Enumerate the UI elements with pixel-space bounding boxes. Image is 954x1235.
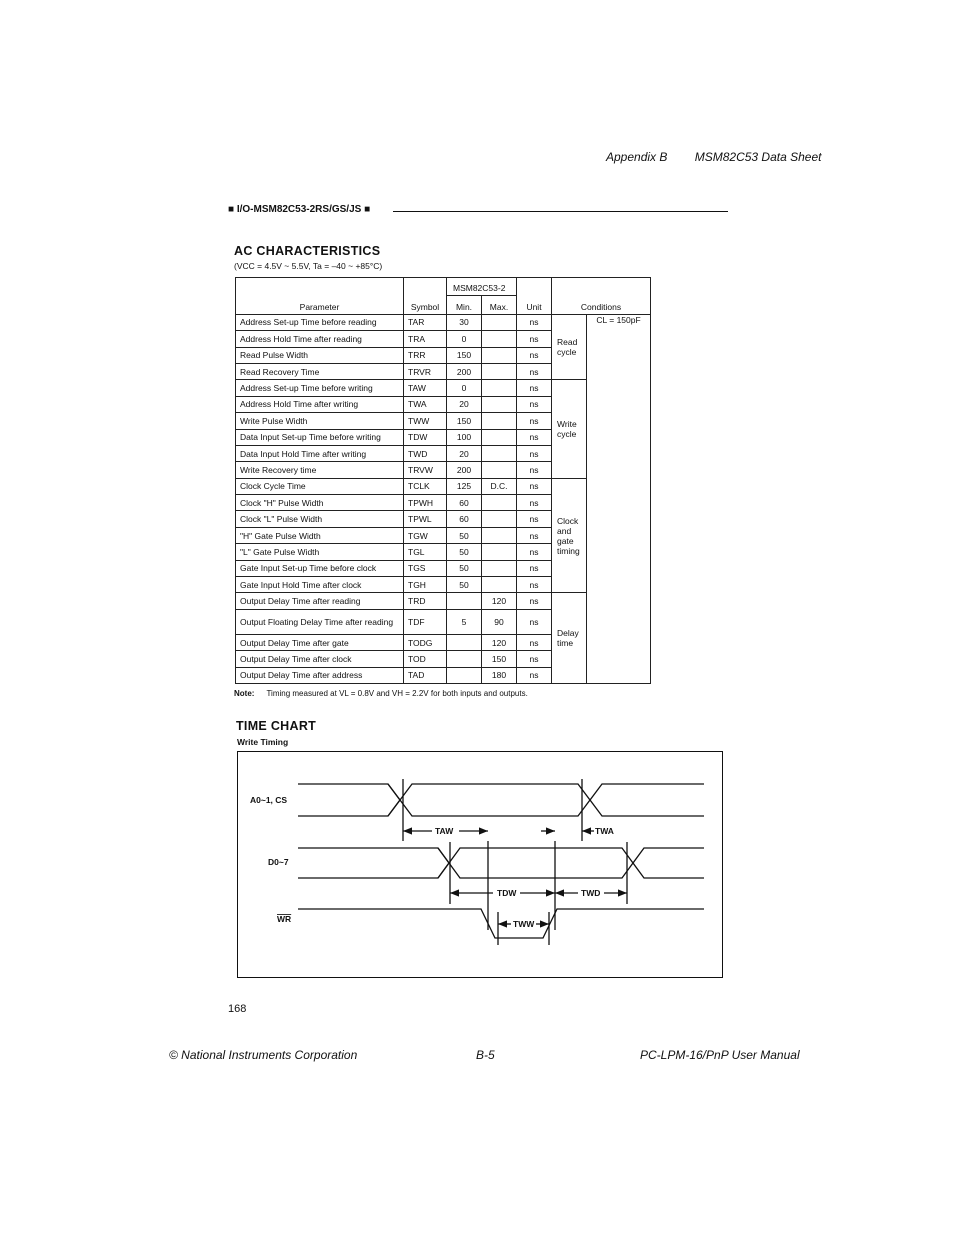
symbol-cell: TWA [404,396,447,412]
tdw-label: TDW [497,888,517,898]
group-clock-gate: Clock and gate timing [552,478,587,593]
min-cell: 0 [447,331,482,347]
min-cell: 200 [447,462,482,478]
section-rule [393,211,728,212]
unit-cell: ns [517,445,552,461]
header-conditions: Conditions [552,278,651,315]
min-cell: 60 [447,495,482,511]
unit-cell: ns [517,577,552,593]
addr-waveform-mid [388,784,704,800]
param-cell: Clock "H" Pulse Width [236,495,404,511]
max-cell: D.C. [482,478,517,494]
tww-label: TWW [513,919,535,929]
unit-cell: ns [517,462,552,478]
addr-waveform-mid2 [388,800,704,816]
signal-data-label: D0~7 [268,857,289,867]
header-device: MSM82C53-2 [447,278,517,296]
min-cell [447,667,482,683]
max-cell [482,396,517,412]
max-cell [482,363,517,379]
header-doc-title: MSM82C53 Data Sheet [694,150,822,164]
symbol-cell: TPWH [404,495,447,511]
min-cell [447,634,482,650]
header-unit: Unit [517,278,552,315]
unit-cell: ns [517,667,552,683]
unit-cell: ns [517,347,552,363]
note-label: Note: [234,689,255,698]
max-cell [482,429,517,445]
header-appendix: Appendix B [606,150,668,164]
symbol-cell: TWW [404,413,447,429]
header-parameter: Parameter [236,278,404,315]
symbol-cell: TWD [404,445,447,461]
ac-characteristics-table [235,277,651,684]
param-cell: Address Hold Time after writing [236,396,404,412]
min-cell: 150 [447,347,482,363]
header-symbol: Symbol [404,278,447,315]
footer-manual-title: PC-LPM-16/PnP User Manual [640,1048,800,1062]
header-max: Max. [482,296,517,314]
param-cell: Write Pulse Width [236,413,404,429]
param-cell: Address Set-up Time before reading [236,314,404,330]
data-waveform-mid [438,848,704,863]
ac-characteristics-title: AC CHARACTERISTICS [234,244,381,258]
symbol-cell: TGH [404,577,447,593]
unit-cell: ns [517,413,552,429]
param-cell: "H" Gate Pulse Width [236,527,404,543]
min-cell: 50 [447,544,482,560]
min-cell: 125 [447,478,482,494]
unit-cell: ns [517,511,552,527]
unit-cell: ns [517,314,552,330]
max-cell [482,495,517,511]
load-condition: CL = 150pF [587,314,651,683]
data-waveform-mid2 [438,863,704,878]
unit-cell: ns [517,651,552,667]
unit-cell: ns [517,380,552,396]
unit-cell: ns [517,429,552,445]
addr-waveform [298,784,400,816]
ac-conditions: (VCC = 4.5V ~ 5.5V, Ta = –40 ~ +85°C) [234,261,383,271]
unit-cell: ns [517,396,552,412]
footer-page-id: B-5 [476,1048,495,1062]
min-cell: 20 [447,396,482,412]
time-chart-title: TIME CHART [236,719,317,733]
unit-cell: ns [517,363,552,379]
symbol-cell: TPWL [404,511,447,527]
section-title: ■ I/O-MSM82C53-2RS/GS/JS ■ [228,204,376,215]
param-cell: Data Input Hold Time after writing [236,445,404,461]
min-cell: 200 [447,363,482,379]
symbol-cell: TCLK [404,478,447,494]
symbol-cell: TGW [404,527,447,543]
max-cell [482,347,517,363]
max-cell [482,560,517,576]
signal-wr-label: WR [277,914,292,924]
unit-cell: ns [517,560,552,576]
symbol-cell: TDW [404,429,447,445]
symbol-cell: TGS [404,560,447,576]
symbol-cell: TRVR [404,363,447,379]
symbol-cell: TGL [404,544,447,560]
symbol-cell: TRA [404,331,447,347]
footer-copyright: © National Instruments Corporation [169,1048,358,1062]
section-title-bar [228,204,728,220]
unit-cell: ns [517,593,552,609]
symbol-cell: TODG [404,634,447,650]
unit-cell: ns [517,609,552,634]
taw-label: TAW [435,826,454,836]
param-cell: Gate Input Set-up Time before clock [236,560,404,576]
symbol-cell: TAW [404,380,447,396]
timing-note [234,689,528,698]
unit-cell: ns [517,495,552,511]
unit-cell: ns [517,544,552,560]
max-cell: 150 [482,651,517,667]
min-cell [447,651,482,667]
symbol-cell: TRVW [404,462,447,478]
param-cell: Address Set-up Time before writing [236,380,404,396]
min-cell: 50 [447,577,482,593]
param-cell: Clock Cycle Time [236,478,404,494]
max-cell: 120 [482,593,517,609]
max-cell [482,314,517,330]
data-waveform [298,848,449,878]
param-cell: Clock "L" Pulse Width [236,511,404,527]
unit-cell: ns [517,331,552,347]
max-cell [482,527,517,543]
max-cell [482,511,517,527]
signal-addr-label: A0~1, CS [250,795,288,805]
group-write-cycle: Write cycle [552,380,587,478]
param-cell: Output Floating Delay Time after reading [236,609,404,634]
group-delay-time: Delay time [552,593,587,684]
unit-cell: ns [517,527,552,543]
timing-svg [238,752,722,977]
min-cell: 0 [447,380,482,396]
symbol-cell: TOD [404,651,447,667]
max-cell [482,331,517,347]
running-header [606,150,821,164]
min-cell: 50 [447,527,482,543]
max-cell [482,445,517,461]
write-timing-diagram [237,751,723,978]
max-cell: 90 [482,609,517,634]
min-cell: 30 [447,314,482,330]
max-cell [482,413,517,429]
param-cell: Read Pulse Width [236,347,404,363]
max-cell [482,462,517,478]
min-cell: 150 [447,413,482,429]
param-cell: "L" Gate Pulse Width [236,544,404,560]
symbol-cell: TAD [404,667,447,683]
max-cell [482,577,517,593]
param-cell: Read Recovery Time [236,363,404,379]
max-cell: 180 [482,667,517,683]
min-cell: 5 [447,609,482,634]
twd-label: TWD [581,888,601,898]
param-cell: Output Delay Time after reading [236,593,404,609]
max-cell [482,380,517,396]
param-cell: Data Input Set-up Time before writing [236,429,404,445]
note-text: Timing measured at VL = 0.8V and VH = 2.2V for both inputs and outputs. [266,689,528,698]
symbol-cell: TAR [404,314,447,330]
min-cell: 50 [447,560,482,576]
write-timing-subtitle: Write Timing [237,737,289,747]
param-cell: Output Delay Time after gate [236,634,404,650]
header-min: Min. [447,296,482,314]
unit-cell: ns [517,634,552,650]
min-cell: 60 [447,511,482,527]
param-cell: Output Delay Time after clock [236,651,404,667]
table-row [236,314,651,330]
param-cell: Output Delay Time after address [236,667,404,683]
max-cell [482,544,517,560]
twa-label: TWA [595,826,614,836]
unit-cell: ns [517,478,552,494]
param-cell: Gate Input Hold Time after clock [236,577,404,593]
group-read-cycle: Read cycle [552,314,587,380]
symbol-cell: TRD [404,593,447,609]
min-cell: 20 [447,445,482,461]
param-cell: Write Recovery time [236,462,404,478]
min-cell [447,593,482,609]
max-cell: 120 [482,634,517,650]
symbol-cell: TDF [404,609,447,634]
symbol-cell: TRR [404,347,447,363]
min-cell: 100 [447,429,482,445]
page-number: 168 [228,1003,247,1015]
param-cell: Address Hold Time after reading [236,331,404,347]
